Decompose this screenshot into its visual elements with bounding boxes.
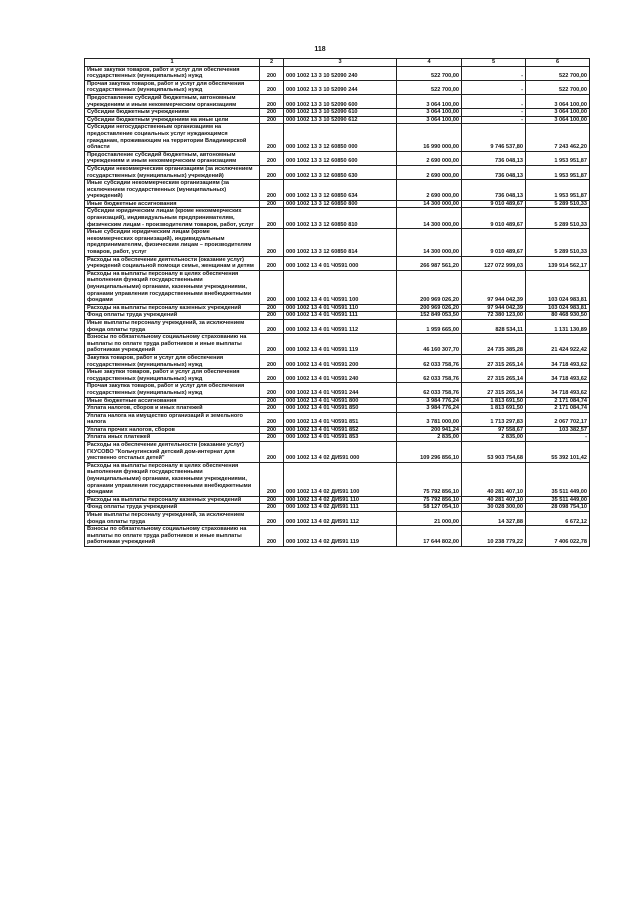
table-row: [85, 354, 590, 368]
row-remaining-amount-cell: 34 718 493,62: [526, 369, 590, 383]
row-budget-code-cell: 000 1002 13 4 01 Ч0591 240: [284, 369, 397, 383]
table-row: [85, 109, 590, 117]
row-approved-amount-cell: 75 792 856,10: [397, 496, 462, 504]
row-approved-amount-cell: 266 987 561,20: [397, 256, 462, 270]
row-admin-code-cell: 200: [260, 312, 284, 320]
row-approved-amount-cell: 200 969 026,20: [397, 304, 462, 312]
row-executed-amount-cell: 40 281 407,10: [462, 496, 526, 504]
row-approved-amount-cell: 200 969 026,20: [397, 270, 462, 304]
row-executed-amount-cell: 2 835,00: [462, 434, 526, 442]
row-budget-code-cell: 000 1002 13 3 12 60850 810: [284, 208, 397, 229]
row-budget-code-cell: 000 1002 13 3 12 60850 000: [284, 124, 397, 151]
table-row: [85, 165, 590, 179]
row-executed-amount-cell: -: [462, 109, 526, 117]
row-remaining-amount-cell: 522 700,00: [526, 80, 590, 94]
row-name-cell: Уплата прочих налогов, сборов: [85, 426, 260, 434]
row-admin-code-cell: 200: [260, 66, 284, 80]
table-row: [85, 80, 590, 94]
row-admin-code-cell: 200: [260, 256, 284, 270]
row-name-cell: Субсидии юридическим лицам (кроме некоммерческих организаций), индивидуальным предпринимателям, физическим лицам - производителям товаров, работ, услуг: [85, 208, 260, 229]
row-admin-code-cell: 200: [260, 270, 284, 304]
row-approved-amount-cell: 14 300 000,00: [397, 208, 462, 229]
table-row: [85, 504, 590, 512]
row-remaining-amount-cell: 522 700,00: [526, 66, 590, 80]
row-name-cell: Взносы по обязательному социальному страхованию на выплаты по оплате труда работников и иные выплаты работникам учреждений: [85, 526, 260, 547]
row-budget-code-cell: 000 1002 13 4 01 Ч0591 851: [284, 412, 397, 426]
row-admin-code-cell: 200: [260, 151, 284, 165]
row-remaining-amount-cell: 1 953 951,87: [526, 151, 590, 165]
row-executed-amount-cell: 9 746 537,80: [462, 124, 526, 151]
row-budget-code-cell: 000 1002 13 4 02 ДИ591 119: [284, 526, 397, 547]
table-row: [85, 462, 590, 496]
row-executed-amount-cell: 14 327,88: [462, 512, 526, 526]
row-budget-code-cell: 000 1002 13 3 10 52090 610: [284, 109, 397, 117]
table-row: [85, 334, 590, 355]
table-body: [85, 66, 590, 546]
row-admin-code-cell: 200: [260, 526, 284, 547]
row-approved-amount-cell: 3 064 100,00: [397, 94, 462, 108]
row-name-cell: Субсидии негосударственным организациям на предоставление социальных услуг нуждающимся гражданам, проживающим на территории Владимирской области: [85, 124, 260, 151]
row-name-cell: Прочая закупка товаров, работ и услуг для обеспечения государственных (муниципальных) нужд: [85, 383, 260, 397]
table-row: [85, 319, 590, 333]
row-budget-code-cell: 000 1002 13 3 12 60850 800: [284, 200, 397, 208]
table-row: [85, 369, 590, 383]
table-row: [85, 256, 590, 270]
row-name-cell: Иные бюджетные ассигнования: [85, 200, 260, 208]
row-remaining-amount-cell: 2 067 702,17: [526, 412, 590, 426]
row-executed-amount-cell: 97 558,67: [462, 426, 526, 434]
row-admin-code-cell: 200: [260, 180, 284, 201]
row-approved-amount-cell: 75 792 856,10: [397, 462, 462, 496]
row-approved-amount-cell: 62 033 758,76: [397, 383, 462, 397]
row-admin-code-cell: 200: [260, 504, 284, 512]
row-admin-code-cell: 200: [260, 369, 284, 383]
row-approved-amount-cell: 14 300 000,00: [397, 200, 462, 208]
table-header-row: [85, 59, 590, 67]
row-name-cell: Иные закупки товаров, работ и услуг для обеспечения государственных (муниципальных) нужд: [85, 369, 260, 383]
table-row: [85, 397, 590, 405]
row-executed-amount-cell: 27 315 265,14: [462, 354, 526, 368]
row-admin-code-cell: 200: [260, 383, 284, 397]
row-budget-code-cell: 000 1002 13 4 01 Ч0591 112: [284, 319, 397, 333]
row-budget-code-cell: 000 1002 13 4 01 Ч0591 111: [284, 312, 397, 320]
row-approved-amount-cell: 2 690 000,00: [397, 165, 462, 179]
row-admin-code-cell: 200: [260, 229, 284, 256]
row-remaining-amount-cell: 5 289 510,33: [526, 200, 590, 208]
row-executed-amount-cell: 97 944 042,39: [462, 270, 526, 304]
row-budget-code-cell: 000 1002 13 3 12 60850 600: [284, 151, 397, 165]
row-approved-amount-cell: 62 033 758,76: [397, 369, 462, 383]
row-budget-code-cell: 000 1002 13 4 01 Ч0591 000: [284, 256, 397, 270]
row-executed-amount-cell: 127 072 999,03: [462, 256, 526, 270]
row-budget-code-cell: 000 1002 13 4 01 Ч0591 853: [284, 434, 397, 442]
row-name-cell: Предоставление субсидий бюджетным, автономным учреждениям и иным некоммерческим организациям: [85, 94, 260, 108]
row-approved-amount-cell: 14 300 000,00: [397, 229, 462, 256]
row-executed-amount-cell: 736 048,13: [462, 165, 526, 179]
row-remaining-amount-cell: 2 171 084,74: [526, 405, 590, 413]
row-admin-code-cell: 200: [260, 109, 284, 117]
row-name-cell: Иные выплаты персоналу учреждений, за исключением фонда оплаты труда: [85, 319, 260, 333]
row-executed-amount-cell: 9 010 489,67: [462, 229, 526, 256]
row-name-cell: Субсидии некоммерческим организациям (за исключением государственных (муниципальных) учреждений): [85, 165, 260, 179]
row-budget-code-cell: 000 1002 13 4 01 Ч0591 100: [284, 270, 397, 304]
page-number: 118: [314, 46, 326, 53]
row-admin-code-cell: 200: [260, 434, 284, 442]
row-admin-code-cell: 200: [260, 462, 284, 496]
row-budget-code-cell: 000 1002 13 3 12 60850 814: [284, 229, 397, 256]
row-approved-amount-cell: 2 690 000,00: [397, 180, 462, 201]
row-remaining-amount-cell: 2 171 084,74: [526, 397, 590, 405]
row-executed-amount-cell: 9 010 489,67: [462, 208, 526, 229]
row-budget-code-cell: 000 1002 13 3 12 60850 634: [284, 180, 397, 201]
row-admin-code-cell: 200: [260, 116, 284, 124]
table-row: [85, 412, 590, 426]
row-budget-code-cell: 000 1002 13 4 01 Ч0591 850: [284, 405, 397, 413]
row-executed-amount-cell: -: [462, 80, 526, 94]
table-row: [85, 66, 590, 80]
row-remaining-amount-cell: 80 468 930,50: [526, 312, 590, 320]
table-row: [85, 434, 590, 442]
row-name-cell: Предоставление субсидий бюджетным, автономным учреждениям и иным некоммерческим организациям: [85, 151, 260, 165]
row-approved-amount-cell: 62 033 758,76: [397, 354, 462, 368]
row-budget-code-cell: 000 1002 13 4 01 Ч0591 110: [284, 304, 397, 312]
row-name-cell: Фонд оплаты труда учреждений: [85, 504, 260, 512]
row-name-cell: Расходы на выплаты персоналу казенных учреждений: [85, 304, 260, 312]
row-remaining-amount-cell: 7 243 462,20: [526, 124, 590, 151]
row-executed-amount-cell: -: [462, 66, 526, 80]
row-remaining-amount-cell: 5 289 510,33: [526, 229, 590, 256]
row-name-cell: Иные закупки товаров, работ и услуг для обеспечения государственных (муниципальных) нужд: [85, 66, 260, 80]
table-row: [85, 124, 590, 151]
row-name-cell: Расходы на выплаты персоналу в целях обеспечения выполнения функций государственными (муниципальными) органами, казенными учреждениями, органами управления государственными внебюджетными фондами: [85, 462, 260, 496]
row-admin-code-cell: 200: [260, 200, 284, 208]
row-budget-code-cell: 000 1002 13 3 10 52090 612: [284, 116, 397, 124]
row-remaining-amount-cell: 34 718 493,62: [526, 354, 590, 368]
row-executed-amount-cell: 27 315 265,14: [462, 383, 526, 397]
column-header-6: 6: [526, 59, 590, 67]
row-name-cell: Иные выплаты персоналу учреждений, за исключением фонда оплаты труда: [85, 512, 260, 526]
row-name-cell: Расходы на выплаты персоналу казенных учреждений: [85, 496, 260, 504]
row-approved-amount-cell: 3 064 100,00: [397, 109, 462, 117]
row-admin-code-cell: 200: [260, 334, 284, 355]
column-header-3: 3: [284, 59, 397, 67]
row-approved-amount-cell: 58 127 054,10: [397, 504, 462, 512]
row-name-cell: Субсидии бюджетным учреждениям на иные цели: [85, 116, 260, 124]
row-admin-code-cell: 200: [260, 412, 284, 426]
row-approved-amount-cell: 3 064 100,00: [397, 116, 462, 124]
row-remaining-amount-cell: 1 953 951,87: [526, 180, 590, 201]
row-executed-amount-cell: 97 944 042,39: [462, 304, 526, 312]
row-executed-amount-cell: 27 315 265,14: [462, 369, 526, 383]
row-budget-code-cell: 000 1002 13 3 10 52090 600: [284, 94, 397, 108]
row-admin-code-cell: 200: [260, 319, 284, 333]
table-row: [85, 180, 590, 201]
row-remaining-amount-cell: 1 131 130,89: [526, 319, 590, 333]
row-name-cell: Расходы на обеспечение деятельности (оказание услуг) учреждений социальной помощи семье, женщинам и детям: [85, 256, 260, 270]
row-admin-code-cell: 200: [260, 94, 284, 108]
row-executed-amount-cell: -: [462, 94, 526, 108]
row-name-cell: Расходы на выплаты персоналу в целях обеспечения выполнения функций государственными (муниципальными) органами, казенными учреждениями, органами управления государственными внебюджетными фондами: [85, 270, 260, 304]
table-row: [85, 200, 590, 208]
row-approved-amount-cell: 200 941,24: [397, 426, 462, 434]
row-remaining-amount-cell: -: [526, 434, 590, 442]
row-budget-code-cell: 000 1002 13 3 12 60850 630: [284, 165, 397, 179]
row-remaining-amount-cell: 103 024 983,81: [526, 270, 590, 304]
table-row: [85, 94, 590, 108]
table-row: [85, 304, 590, 312]
table-row: [85, 116, 590, 124]
row-approved-amount-cell: 3 781 000,00: [397, 412, 462, 426]
table-row: [85, 526, 590, 547]
row-approved-amount-cell: 16 990 000,00: [397, 124, 462, 151]
table-row: [85, 208, 590, 229]
row-name-cell: Уплата иных платежей: [85, 434, 260, 442]
row-name-cell: Фонд оплаты труда учреждений: [85, 312, 260, 320]
row-name-cell: Прочая закупка товаров, работ и услуг для обеспечения государственных (муниципальных) нужд: [85, 80, 260, 94]
row-executed-amount-cell: 1 813 691,50: [462, 405, 526, 413]
row-budget-code-cell: 000 1002 13 4 01 Ч0591 244: [284, 383, 397, 397]
row-executed-amount-cell: -: [462, 116, 526, 124]
row-approved-amount-cell: 522 700,00: [397, 80, 462, 94]
row-name-cell: Закупка товаров, работ и услуг для обеспечения государственных (муниципальных) нужд: [85, 354, 260, 368]
row-approved-amount-cell: 21 000,00: [397, 512, 462, 526]
row-admin-code-cell: 200: [260, 397, 284, 405]
row-executed-amount-cell: 53 903 754,68: [462, 442, 526, 463]
row-budget-code-cell: 000 1002 13 3 10 52090 240: [284, 66, 397, 80]
row-executed-amount-cell: 9 010 489,67: [462, 200, 526, 208]
row-budget-code-cell: 000 1002 13 4 01 Ч0591 119: [284, 334, 397, 355]
row-executed-amount-cell: 40 281 407,10: [462, 462, 526, 496]
table-row: [85, 270, 590, 304]
row-admin-code-cell: 200: [260, 80, 284, 94]
row-approved-amount-cell: 2 835,00: [397, 434, 462, 442]
table-row: [85, 383, 590, 397]
row-approved-amount-cell: 109 296 856,10: [397, 442, 462, 463]
row-executed-amount-cell: 736 048,13: [462, 151, 526, 165]
row-approved-amount-cell: 17 644 802,00: [397, 526, 462, 547]
row-remaining-amount-cell: 7 406 022,78: [526, 526, 590, 547]
row-name-cell: Иные бюджетные ассигнования: [85, 397, 260, 405]
row-name-cell: Иные субсидии некоммерческим организациям (за исключением государственных (муниципальных) учреждений): [85, 180, 260, 201]
row-approved-amount-cell: 2 690 000,00: [397, 151, 462, 165]
row-budget-code-cell: 000 1002 13 4 01 Ч0591 800: [284, 397, 397, 405]
row-remaining-amount-cell: 35 511 449,00: [526, 496, 590, 504]
row-approved-amount-cell: 522 700,00: [397, 66, 462, 80]
row-name-cell: Уплата налогов, сборов и иных платежей: [85, 405, 260, 413]
row-remaining-amount-cell: 139 914 562,17: [526, 256, 590, 270]
column-header-5: 5: [462, 59, 526, 67]
row-admin-code-cell: 200: [260, 512, 284, 526]
row-approved-amount-cell: 3 984 776,24: [397, 405, 462, 413]
row-remaining-amount-cell: 35 511 449,00: [526, 462, 590, 496]
row-approved-amount-cell: 46 160 307,70: [397, 334, 462, 355]
row-approved-amount-cell: 152 849 053,50: [397, 312, 462, 320]
row-remaining-amount-cell: 3 064 100,00: [526, 109, 590, 117]
row-budget-code-cell: 000 1002 13 4 01 Ч0591 852: [284, 426, 397, 434]
row-name-cell: Уплата налога на имущество организаций и земельного налога: [85, 412, 260, 426]
row-admin-code-cell: 200: [260, 496, 284, 504]
table-row: [85, 512, 590, 526]
row-admin-code-cell: 200: [260, 442, 284, 463]
budget-execution-table: [84, 58, 590, 547]
row-executed-amount-cell: 828 534,11: [462, 319, 526, 333]
row-budget-code-cell: 000 1002 13 4 02 ДИ591 000: [284, 442, 397, 463]
row-budget-code-cell: 000 1002 13 4 02 ДИ591 112: [284, 512, 397, 526]
row-executed-amount-cell: 30 028 300,00: [462, 504, 526, 512]
row-remaining-amount-cell: 1 953 951,87: [526, 165, 590, 179]
row-executed-amount-cell: 24 735 385,28: [462, 334, 526, 355]
row-executed-amount-cell: 1 713 297,83: [462, 412, 526, 426]
row-admin-code-cell: 200: [260, 304, 284, 312]
row-remaining-amount-cell: 6 672,12: [526, 512, 590, 526]
row-budget-code-cell: 000 1002 13 4 02 ДИ591 100: [284, 462, 397, 496]
row-executed-amount-cell: 1 813 691,50: [462, 397, 526, 405]
table-row: [85, 442, 590, 463]
table-row: [85, 151, 590, 165]
table-row: [85, 405, 590, 413]
row-budget-code-cell: 000 1002 13 4 02 ДИ591 110: [284, 496, 397, 504]
column-header-4: 4: [397, 59, 462, 67]
row-executed-amount-cell: 72 380 123,00: [462, 312, 526, 320]
row-budget-code-cell: 000 1002 13 4 01 Ч0591 200: [284, 354, 397, 368]
row-remaining-amount-cell: 3 064 100,00: [526, 94, 590, 108]
row-remaining-amount-cell: 55 392 101,42: [526, 442, 590, 463]
row-admin-code-cell: 200: [260, 405, 284, 413]
row-remaining-amount-cell: 28 098 754,10: [526, 504, 590, 512]
row-admin-code-cell: 200: [260, 165, 284, 179]
row-remaining-amount-cell: 21 424 922,42: [526, 334, 590, 355]
table-row: [85, 229, 590, 256]
column-header-2: 2: [260, 59, 284, 67]
table-row: [85, 312, 590, 320]
column-header-1: 1: [85, 59, 260, 67]
row-admin-code-cell: 200: [260, 426, 284, 434]
table-row: [85, 426, 590, 434]
row-executed-amount-cell: 736 048,13: [462, 180, 526, 201]
row-approved-amount-cell: 3 984 776,24: [397, 397, 462, 405]
row-admin-code-cell: 200: [260, 124, 284, 151]
row-budget-code-cell: 000 1002 13 3 10 52090 244: [284, 80, 397, 94]
row-remaining-amount-cell: 103 382,57: [526, 426, 590, 434]
row-name-cell: Иные субсидии юридическим лицам (кроме некоммерческих организаций), индивидуальным предпринимателям, физическим лицам – производителям товаров, работ, услуг: [85, 229, 260, 256]
row-remaining-amount-cell: 34 718 493,62: [526, 383, 590, 397]
row-approved-amount-cell: 1 959 665,00: [397, 319, 462, 333]
table-row: [85, 496, 590, 504]
row-remaining-amount-cell: 5 289 510,33: [526, 208, 590, 229]
row-name-cell: Субсидии бюджетным учреждениям: [85, 109, 260, 117]
row-admin-code-cell: 200: [260, 208, 284, 229]
row-name-cell: Расходы на обеспечение деятельности (оказание услуг) ГКУСОВО "Кольчугинский детский дом-интернат для умственно отсталых детей": [85, 442, 260, 463]
row-budget-code-cell: 000 1002 13 4 02 ДИ591 111: [284, 504, 397, 512]
row-admin-code-cell: 200: [260, 354, 284, 368]
row-executed-amount-cell: 10 238 779,22: [462, 526, 526, 547]
row-name-cell: Взносы по обязательному социальному страхованию на выплаты по оплате труда работников и иные выплаты работникам учреждений: [85, 334, 260, 355]
row-remaining-amount-cell: 103 024 983,81: [526, 304, 590, 312]
row-remaining-amount-cell: 3 064 100,00: [526, 116, 590, 124]
